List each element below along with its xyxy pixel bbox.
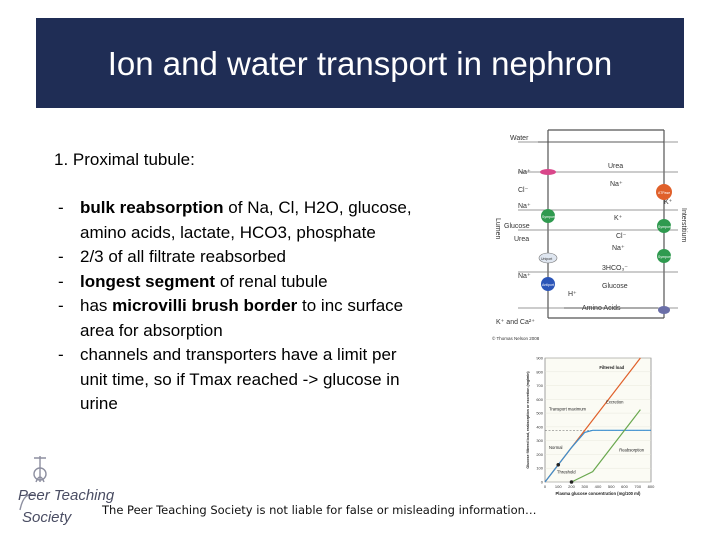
peer-teaching-society-logo	[10, 452, 115, 536]
label-glucose-right: Glucose	[602, 283, 628, 290]
bullet-text: channels and transporters have a limit per unit time, so if Tmax reached -> glucose in urine	[80, 345, 400, 413]
bullet-item	[58, 196, 428, 245]
chart-annotation: Excretion	[605, 399, 624, 405]
label-water: Water	[510, 135, 529, 142]
y-tick-label: 900	[536, 355, 543, 361]
x-tick-label: 0	[543, 484, 547, 489]
label-interstitium: Interstitium	[680, 208, 687, 243]
label-h: H⁺	[568, 291, 577, 298]
label-glucose-left: Glucose	[504, 223, 530, 230]
y-tick-label: 700	[536, 383, 543, 389]
section-heading: 1. Proximal tubule:	[54, 150, 195, 169]
label-urea-right: Urea	[608, 163, 624, 170]
bullet-item	[58, 270, 428, 295]
bullet-text: to inc surface area for absorption	[80, 296, 404, 340]
chart-annotation: Transport maximum	[548, 406, 587, 412]
y-tick-label: 600	[536, 396, 543, 402]
label-na-1: Na⁺	[518, 169, 531, 176]
label-cl-right: Cl⁻	[616, 233, 627, 240]
y-tick-label: 200	[536, 451, 543, 457]
chart-annotation: Threshold	[556, 469, 576, 475]
bullet-text: of renal tubule	[215, 271, 328, 291]
label-k-right-2: K⁺	[614, 215, 623, 222]
label-na-3: Na⁺	[518, 273, 531, 280]
label-copyright: © Thomas Nelson 2008	[492, 336, 540, 341]
x-tick-label: 800	[647, 484, 655, 489]
y-tick-label: 800	[536, 369, 543, 375]
y-tick-label: 500	[536, 410, 543, 416]
atpase-pump-label: ATPase	[658, 191, 671, 195]
symport-label-2: Symport	[658, 225, 672, 229]
label-na-right: Na⁺	[610, 181, 623, 188]
bullet-item	[58, 294, 428, 343]
bullet-dash: -	[58, 247, 64, 266]
bullet-dash: -	[58, 198, 64, 217]
slide-title: Ion and water transport in nephron	[107, 45, 613, 82]
x-tick-label: 300	[581, 484, 589, 489]
label-urea-left: Urea	[514, 236, 530, 243]
bullet-dash: -	[58, 271, 64, 291]
normal-point	[556, 463, 560, 467]
bullet-bold-text: bulk reabsorption	[80, 198, 224, 217]
bullet-item	[58, 343, 428, 417]
bullet-dash: -	[58, 345, 64, 364]
na-channel-icon	[540, 169, 556, 175]
y-tick-label: 0	[540, 479, 543, 485]
label-lumen: Lumen	[494, 218, 501, 240]
y-tick-label: 100	[536, 465, 543, 471]
chart-annotation: Filtered load	[599, 365, 625, 371]
bullet-dash: -	[58, 296, 64, 315]
logo-line-1: Peer Teaching	[18, 487, 115, 504]
label-k-right-1: K⁺	[664, 199, 673, 206]
x-tick-label: 400	[594, 484, 602, 489]
title-bar	[36, 18, 684, 108]
bullet-text: of Na, Cl, H2O, glucose, amino acids, lactate, HCO3, phosphate	[80, 198, 412, 242]
threshold-point	[570, 480, 574, 484]
symport-label-3: Symport	[658, 255, 672, 259]
x-tick-label: 200	[568, 484, 575, 489]
y-tick-label: 300	[536, 438, 543, 444]
antiport-label: Antiport	[542, 283, 555, 287]
x-axis-label: Plasma glucose concentration (mg/100 ml)	[555, 491, 641, 496]
glucose-titration-graph	[505, 352, 655, 502]
symport-label-1: Symport	[542, 215, 556, 219]
label-na-2: Na⁺	[518, 203, 531, 210]
label-hco3: 3HCO₃⁻	[602, 265, 628, 272]
label-cl-1: Cl⁻	[518, 187, 529, 194]
bullet-list	[58, 196, 428, 417]
bullet-bold-text: longest segment	[80, 271, 216, 291]
bullet-text: 2/3 of all filtrate reabsorbed	[80, 247, 287, 266]
disclaimer-text: The Peer Teaching Society is not liable for false or misleading information…	[102, 503, 537, 517]
bullet-text: has	[80, 296, 113, 315]
uniport-label: Uniport	[541, 257, 553, 261]
label-na-right-2: Na⁺	[612, 245, 625, 252]
logo-line-2: Society	[22, 509, 72, 526]
paracellular-channel-icon	[658, 306, 670, 314]
chart-annotation: Reabsorption	[619, 447, 645, 453]
plot-area	[545, 358, 651, 482]
y-tick-label: 400	[536, 424, 543, 430]
label-k-ca: K⁺ and Ca²⁺	[496, 319, 535, 326]
chart-annotation: Normal	[548, 444, 563, 450]
x-tick-label: 100	[554, 484, 562, 489]
x-tick-label: 700	[634, 484, 642, 489]
x-tick-label: 500	[607, 484, 615, 489]
y-axis-label: Glucose filtered load, reabsorption or excretion (mg/min)	[526, 371, 530, 469]
bullet-bold-text: microvilli brush border	[112, 296, 298, 315]
x-tick-label: 600	[621, 484, 628, 489]
proximal-tubule-cell-diagram	[478, 122, 698, 344]
label-amino-acids: Amino Acids	[582, 305, 621, 312]
bullet-item	[58, 245, 428, 270]
